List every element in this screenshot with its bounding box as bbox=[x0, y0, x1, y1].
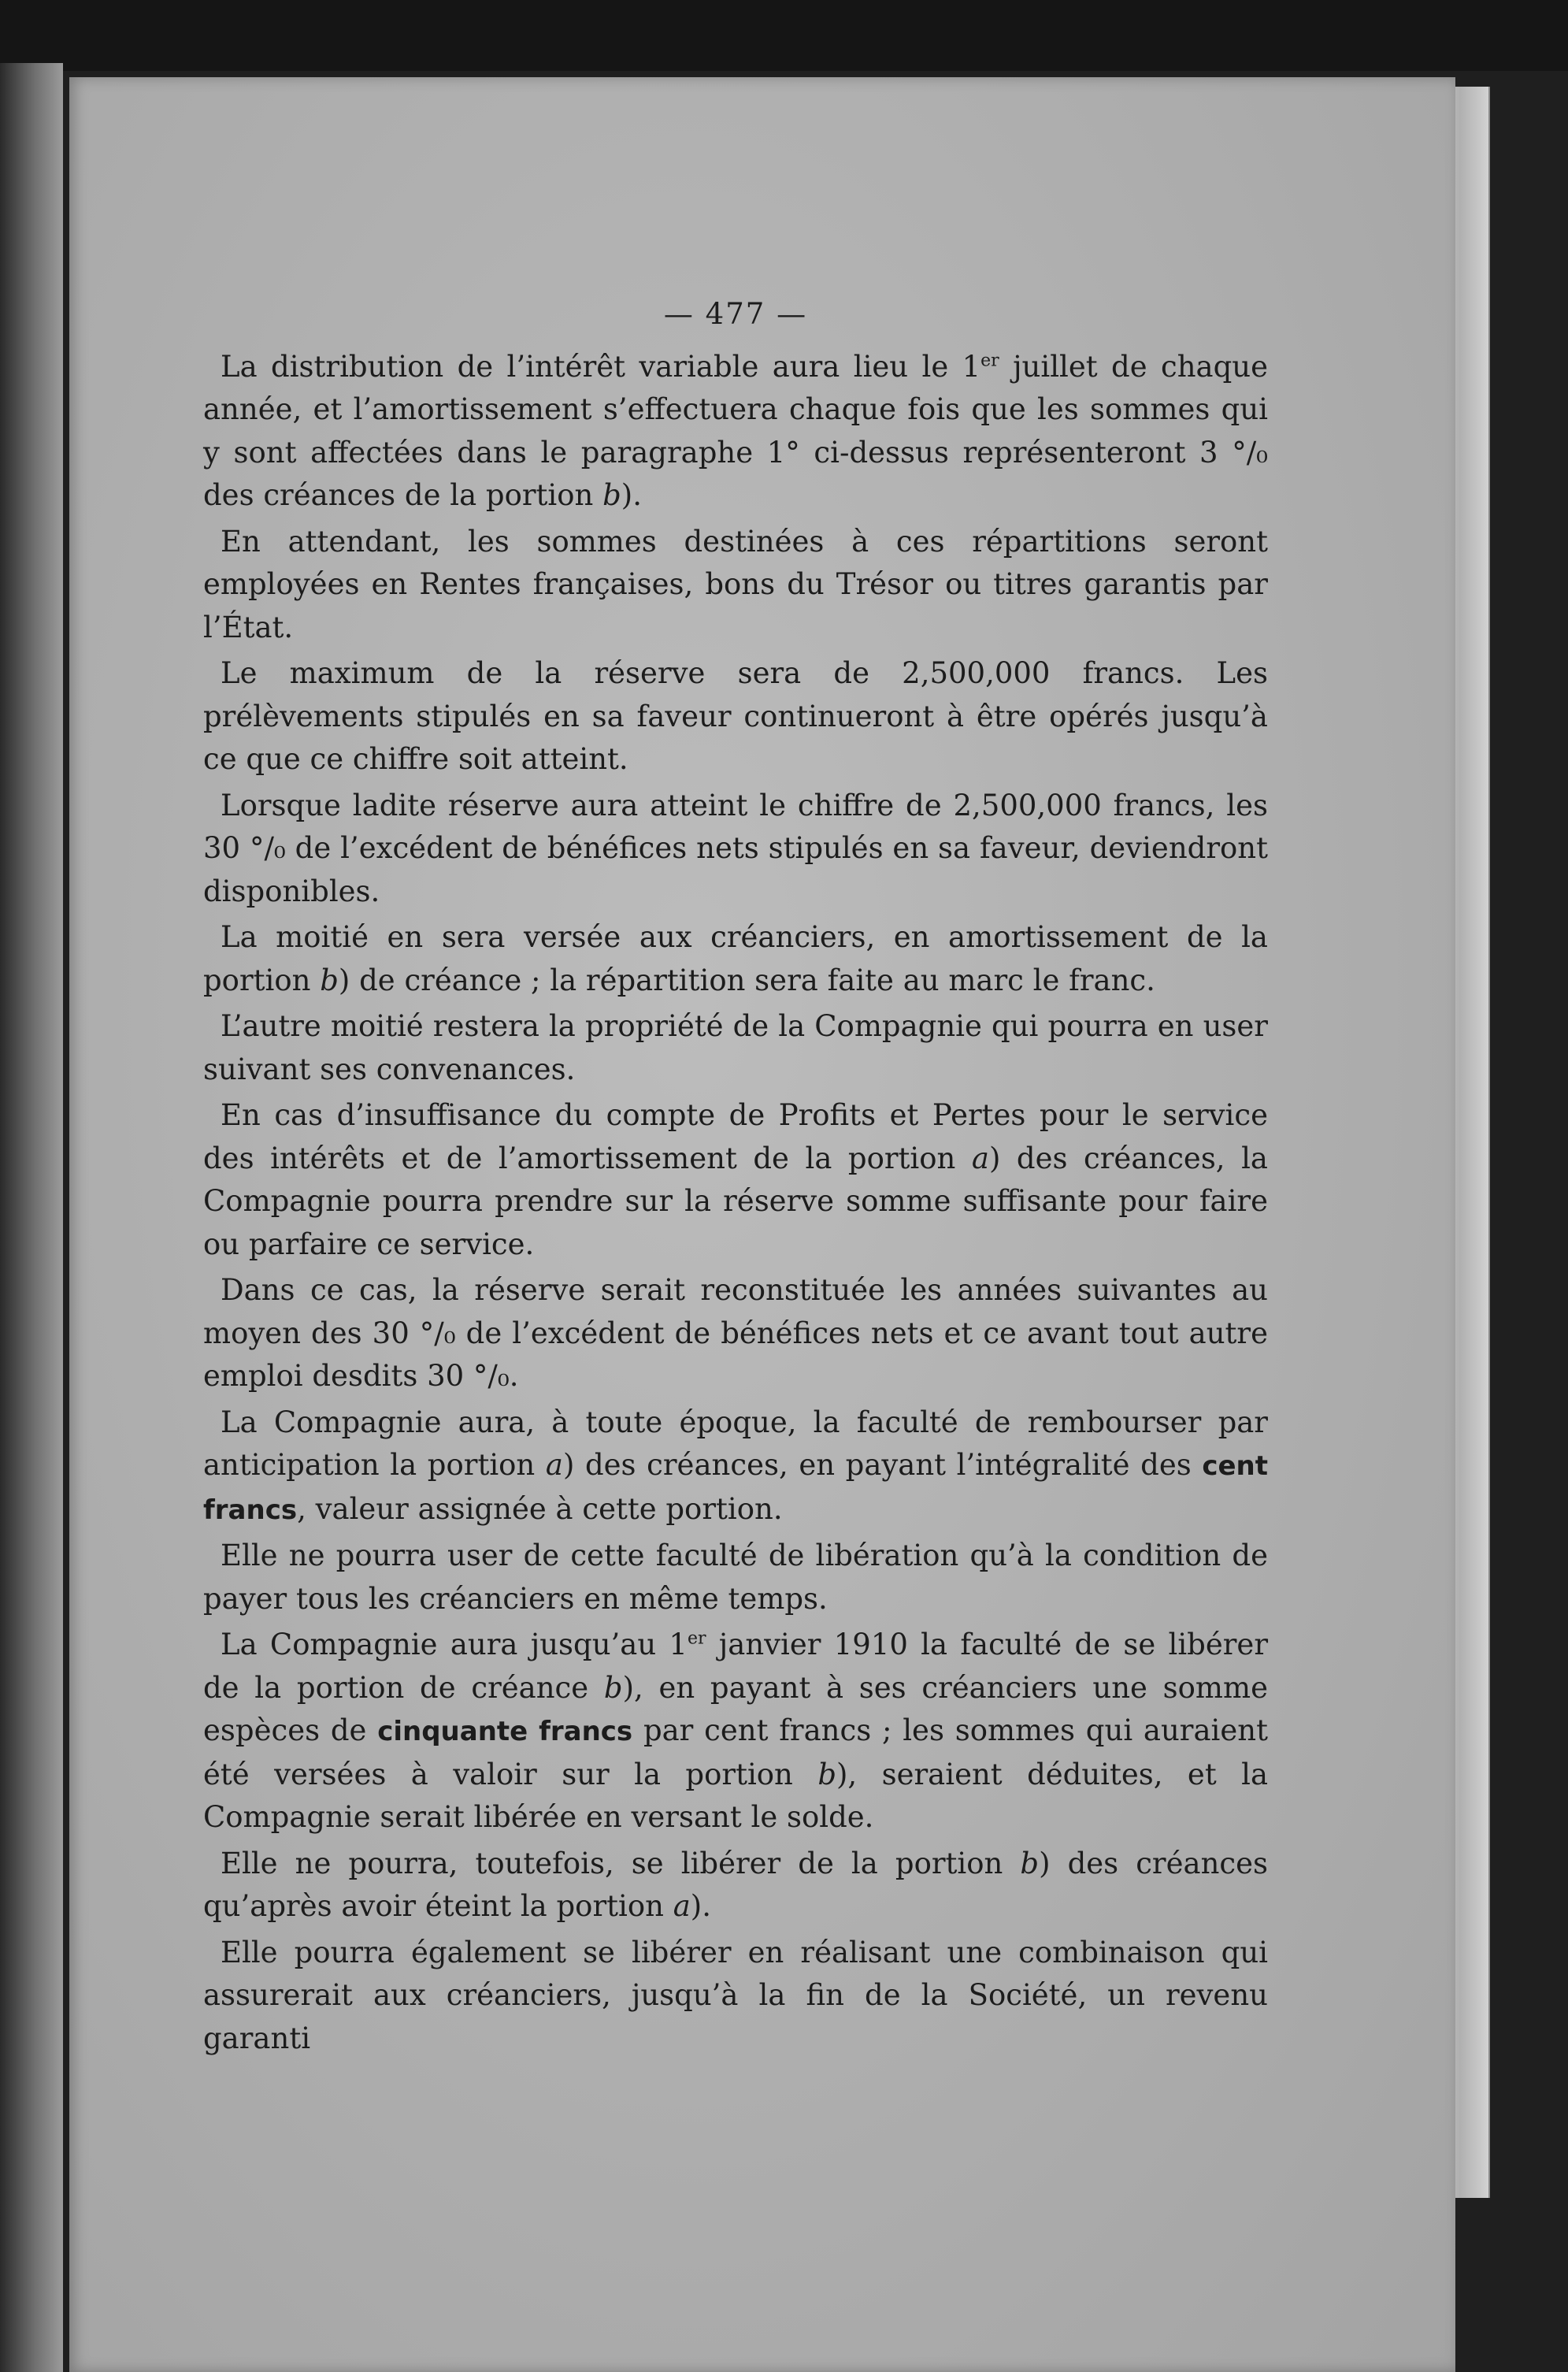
paragraph bbox=[203, 1535, 1268, 1620]
paragraph bbox=[203, 916, 1268, 1002]
text-run: Le maximum de la réserve sera de 2,500,000 francs. Les prélèvements stipulés en sa faveur continueront à être opérés jusqu’à ce que ce chiffre soit atteint. bbox=[203, 656, 1268, 776]
text-run: Elle pourra également se libérer en réalisant une combinaison qui assurerait aux créanciers, jusqu’à la fin de la Société, un revenu garanti bbox=[203, 1935, 1268, 2055]
paragraph bbox=[203, 1932, 1268, 2061]
text-run: ). bbox=[621, 478, 642, 512]
italic-text: b bbox=[603, 1670, 623, 1705]
text-run: Dans ce cas, la réserve serait reconstituée les années suivantes au moyen des 30 °/₀ de l’excédent de bénéfices nets et ce avant tout autre emploi desdits 30 °/₀. bbox=[203, 1273, 1268, 1393]
text-run: En cas d’insuffisance du compte de Profits et Pertes pour le service des intérêts et de l’amortissement de la portion bbox=[203, 1098, 1268, 1175]
superscript: er bbox=[980, 351, 999, 371]
paragraph bbox=[203, 1401, 1268, 1532]
text-run: janvier 1910 la faculté de se libérer de la portion de créance bbox=[203, 1628, 1269, 1705]
paragraph bbox=[203, 1269, 1268, 1398]
text-run: Lorsque ladite réserve aura atteint le chiffre de 2,500,000 francs, les 30 °/₀ de l’excédent de bénéfices nets stipulés en sa faveur, deviendront disponibles. bbox=[203, 788, 1268, 908]
text-run: En attendant, les sommes destinées à ces répartitions seront employées en Rentes françaises, bons du Trésor ou titres garantis par l’État. bbox=[203, 524, 1268, 644]
bold-text: cinquante francs bbox=[377, 1716, 633, 1747]
page-number: — 477 — bbox=[663, 297, 808, 331]
italic-text: a bbox=[545, 1448, 563, 1482]
paragraph bbox=[203, 652, 1268, 781]
page-text bbox=[203, 293, 1268, 2060]
text-run: par cent francs ; les sommes qui auraient été versées à valoir sur la portion bbox=[203, 1713, 1268, 1791]
paragraph bbox=[203, 1094, 1268, 1266]
text-run: ). bbox=[690, 1889, 711, 1923]
paragraph bbox=[203, 1005, 1268, 1091]
text-run: ), en payant à ses créanciers une somme espèces de bbox=[203, 1670, 1268, 1747]
text-run: , valeur assignée à cette portion. bbox=[297, 1491, 783, 1526]
text-run: L’autre moitié restera la propriété de la Compagnie qui pourra en user suivant ses convenances. bbox=[203, 1009, 1268, 1086]
paragraph bbox=[203, 785, 1268, 914]
text-run: Elle ne pourra user de cette faculté de libération qu’à la condition de payer tous les créanciers en même temps. bbox=[203, 1539, 1268, 1616]
scanner-background bbox=[0, 0, 1568, 71]
paragraph bbox=[203, 521, 1268, 650]
bold-text: cent francs bbox=[203, 1450, 1268, 1526]
italic-text: b bbox=[602, 478, 621, 512]
text-run: ) des créances, la Compagnie pourra prendre sur la réserve somme suffisante pour faire ou parfaire ce service. bbox=[203, 1141, 1268, 1261]
text-run: ) des créances qu’après avoir éteint la portion bbox=[203, 1846, 1269, 1923]
italic-text: a bbox=[971, 1141, 989, 1175]
superscript: er bbox=[687, 1628, 706, 1649]
italic-text: a bbox=[673, 1889, 691, 1923]
previous-page-edge bbox=[0, 63, 63, 2372]
text-run: La moitié en sera versée aux créanciers, en amortissement de la portion bbox=[203, 920, 1268, 997]
paragraph-list bbox=[203, 346, 1268, 2061]
italic-text: b bbox=[320, 963, 339, 997]
text-run: ), seraient déduites, et la Compagnie serait libérée en versant le solde. bbox=[203, 1757, 1269, 1834]
paragraph bbox=[203, 1843, 1268, 1928]
text-run: La Compagnie aura jusqu’au 1 bbox=[221, 1628, 688, 1661]
text-run: juillet de chaque année, et l’amortissement s’effectuera chaque fois que les sommes qui y sont affectées dans le paragraphe 1° ci-dessus représenteront 3 °/₀ des créances de la portion bbox=[203, 349, 1268, 512]
italic-text: b bbox=[1020, 1846, 1040, 1880]
paragraph bbox=[203, 346, 1268, 518]
text-run: La Compagnie aura, à toute époque, la faculté de rembourser par anticipation la portion bbox=[203, 1405, 1268, 1482]
text-run: ) des créances, en payant l’intégralité des bbox=[562, 1448, 1203, 1482]
text-run: La distribution de l’intérêt variable aura lieu le 1 bbox=[221, 349, 981, 384]
text-run: Elle ne pourra, toutefois, se libérer de la portion bbox=[221, 1846, 1021, 1880]
italic-text: b bbox=[817, 1757, 836, 1791]
text-run: ) de créance ; la répartition sera faite au marc le franc. bbox=[338, 963, 1155, 997]
paragraph bbox=[203, 1624, 1268, 1839]
